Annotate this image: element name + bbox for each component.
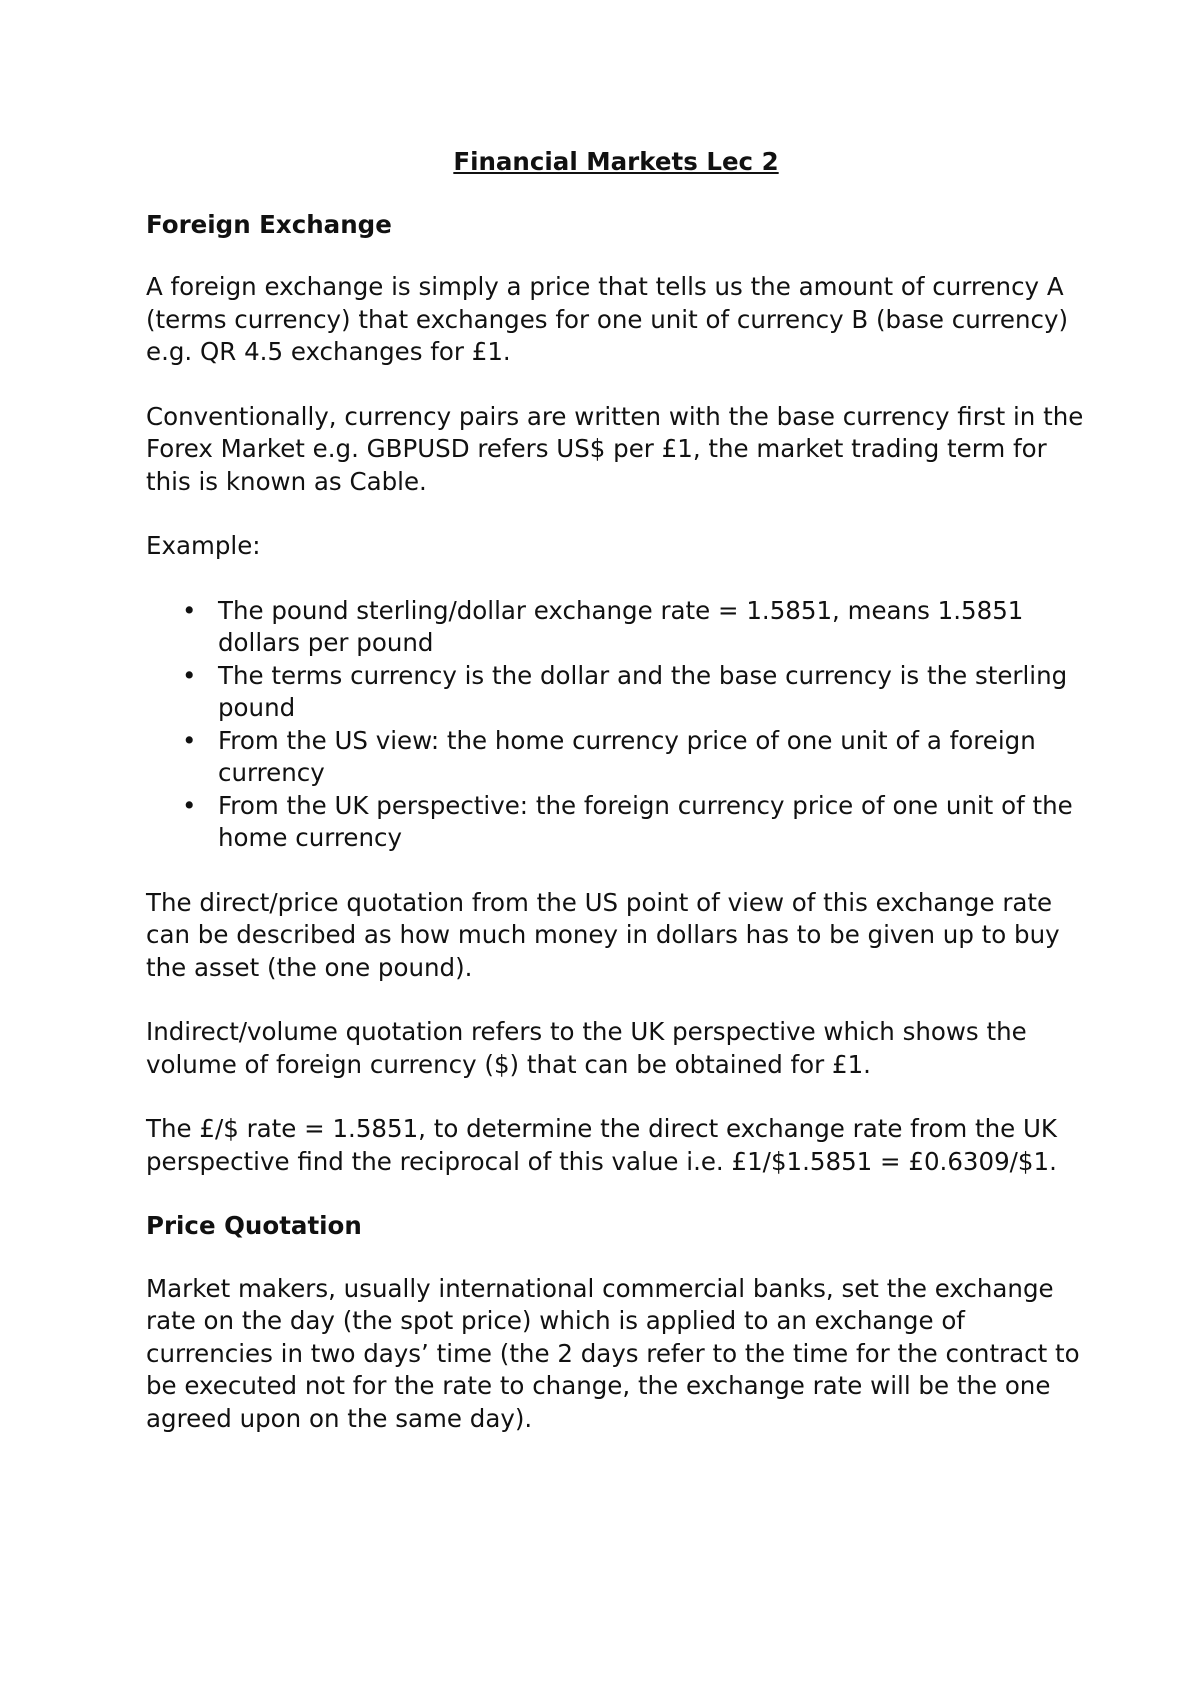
bullet-icon: • — [182, 595, 197, 625]
paragraph-convention: Conventionally, currency pairs are written with the base currency first in the Forex Market e.g. GBPUSD refers US$ per £1, the market trading term for this is known as Cable. — [146, 401, 1084, 496]
list-item-text: The terms currency is the dollar and the base currency is the sterling pound — [218, 660, 1068, 722]
bullet-icon: • — [182, 790, 197, 820]
paragraph-direct-quotation: The direct/price quotation from the US point of view of this exchange rate can be described as how much money in dollars has to be given up to buy the asset (the one pound). — [146, 887, 1060, 982]
list-item-text: From the US view: the home currency price of one unit of a foreign currency — [218, 725, 1036, 787]
document-body — [146, 146, 1086, 1467]
list-item-text: From the UK perspective: the foreign currency price of one unit of the home currency — [218, 790, 1073, 852]
paragraph-reciprocal-rate: The £/$ rate = 1.5851, to determine the direct exchange rate from the UK perspective find the reciprocal of this value i.e. £1/$1.5851 = £0.6309/$1. — [146, 1114, 1057, 1176]
section-heading-price-quotation: Price Quotation — [146, 1211, 362, 1240]
bullet-icon: • — [182, 660, 197, 690]
paragraph-definition: A foreign exchange is simply a price that tells us the amount of currency A (terms currency) that exchanges for one unit of currency B (base currency) e.g. QR 4.5 exchanges for £1. — [146, 272, 1069, 366]
list-item — [182, 725, 1086, 790]
section-heading-foreign-exchange: Foreign Exchange — [146, 209, 392, 239]
paragraph-market-makers: Market makers, usually international commercial banks, set the exchange rate on the day (the spot price) which is applied to an exchange of currencies in two days’ time (the 2 days refer to the time for the contract to be executed not for the rate to change, the exchange rate will be the one agreed upon on the same day). — [146, 1273, 1080, 1433]
bullet-icon: • — [182, 725, 197, 755]
example-label: Example: — [146, 531, 261, 560]
document-title: Financial Markets Lec 2 — [453, 147, 779, 176]
paragraph-indirect-quotation: Indirect/volume quotation refers to the UK perspective which shows the volume of foreign currency ($) that can be obtained for £1. — [146, 1017, 1027, 1079]
list-item — [182, 595, 1086, 660]
list-item — [182, 790, 1086, 855]
example-bullet-list — [146, 595, 1086, 855]
list-item-text: The pound sterling/dollar exchange rate = 1.5851, means 1.5851 dollars per pound — [218, 595, 1024, 657]
list-item — [182, 660, 1086, 725]
